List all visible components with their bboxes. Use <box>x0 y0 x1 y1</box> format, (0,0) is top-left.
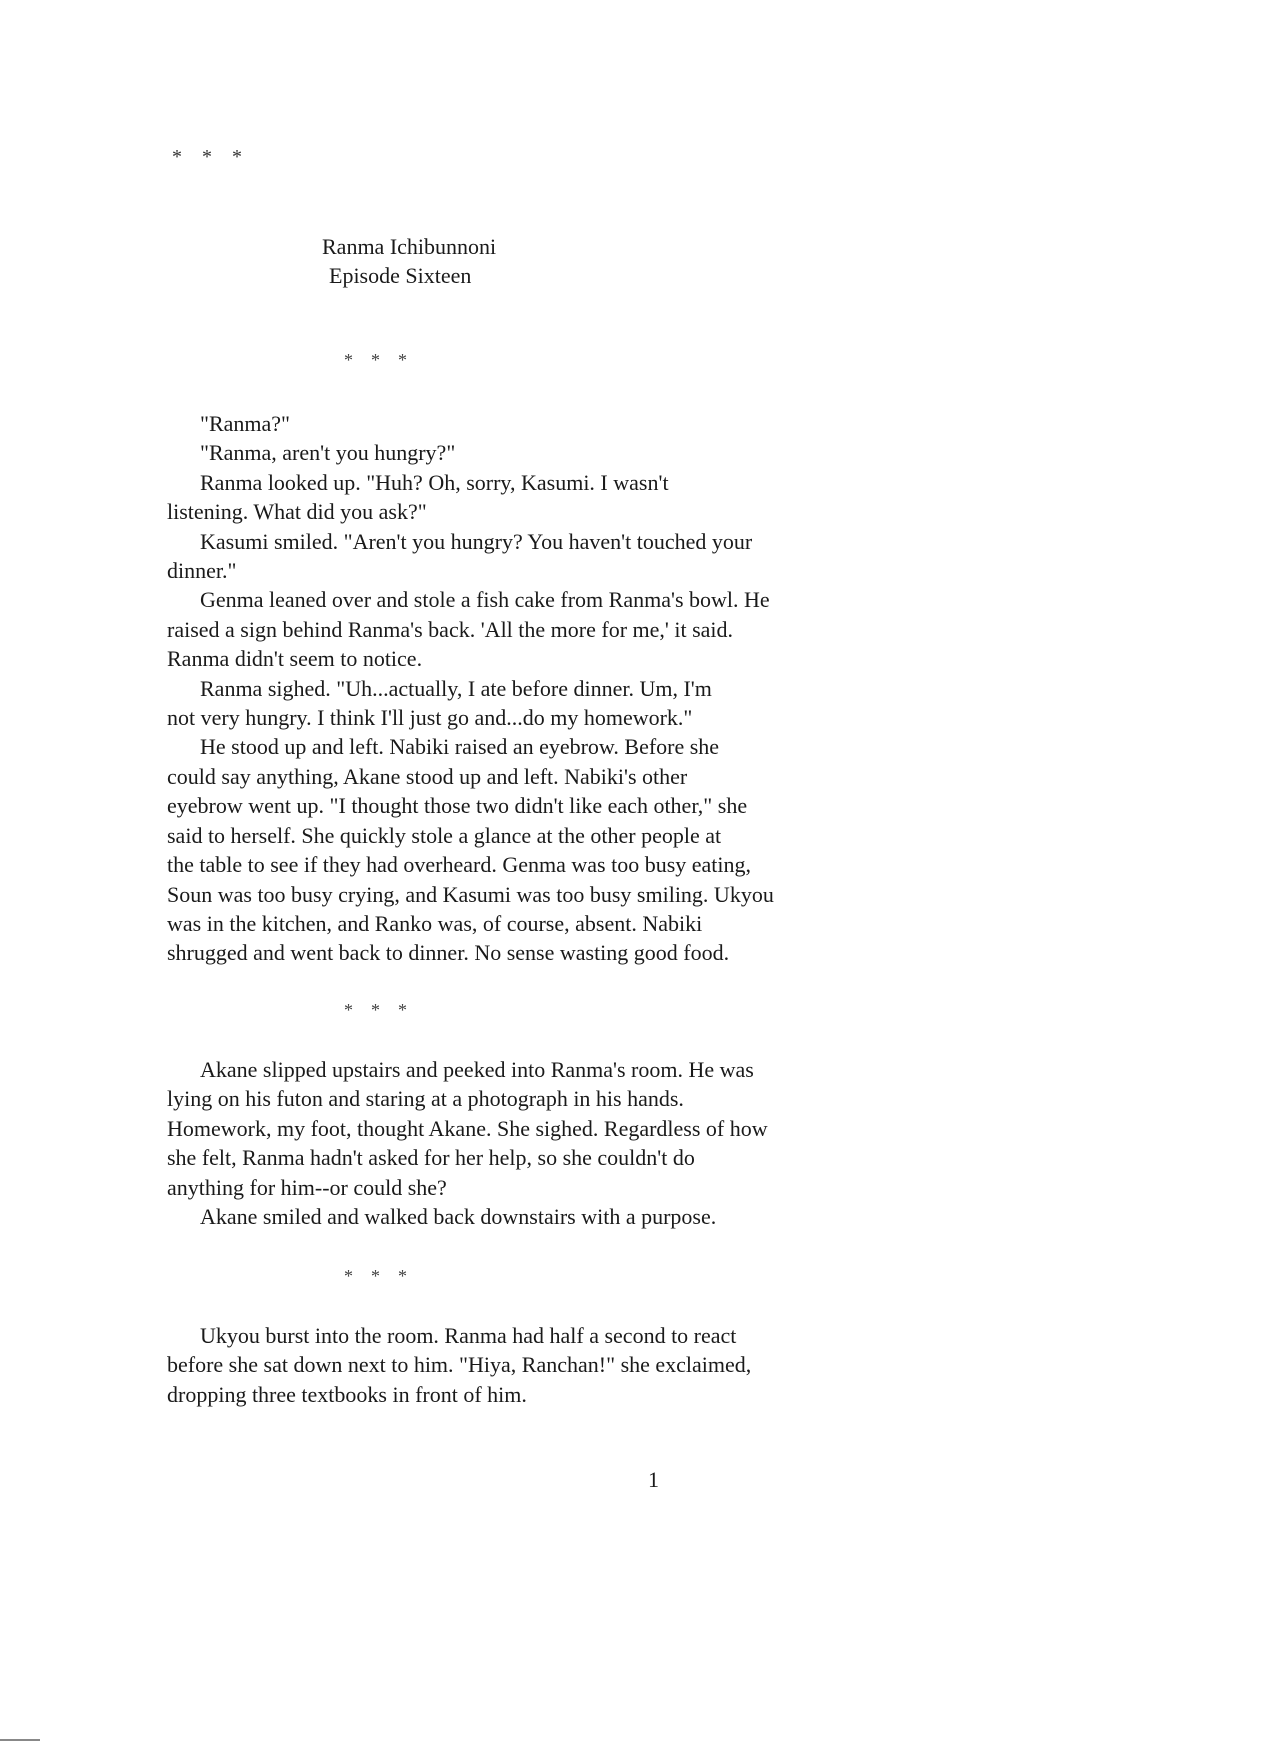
text-line: shrugged and went back to dinner. No sense wasting good food. <box>167 940 730 966</box>
text-line: Ukyou burst into the room. Ranma had half a second to react <box>200 1323 737 1348</box>
text-line: "Ranma, aren't you hungry?" <box>200 440 456 466</box>
text-line: she felt, Ranma hadn't asked for her help, so she couldn't do <box>167 1145 695 1171</box>
scene-break: * * * <box>344 1000 407 1020</box>
text-line: raised a sign behind Ranma's back. 'All the more for me,' it said. <box>167 616 734 642</box>
page-number: 1 <box>648 1467 659 1492</box>
text-line: Genma leaned over and stole a fish cake from Ranma's bowl. He <box>200 587 770 613</box>
scan-artifact <box>0 1739 40 1741</box>
text-line: could say anything, Akane stood up and left. Nabiki's other <box>167 763 688 789</box>
text-line: Soun was too busy crying, and Kasumi was too busy smiling. Ukyou <box>167 881 774 907</box>
text-line: Akane slipped upstairs and peeked into Ranma's room. He was <box>200 1057 754 1082</box>
text-line: lying on his futon and staring at a photograph in his hands. <box>167 1086 684 1112</box>
text-line: He stood up and left. Nabiki raised an eyebrow. Before she <box>200 734 720 760</box>
text-line: dinner." <box>167 558 237 584</box>
text-line: Ranma looked up. "Huh? Oh, sorry, Kasumi. I wasn't <box>200 469 669 495</box>
text-line: dropping three textbooks in front of him. <box>167 1381 527 1407</box>
story-title <box>322 232 496 290</box>
section-3-text <box>167 1321 867 1409</box>
scene-break: * * * <box>344 350 407 370</box>
text-line: Ranma sighed. "Uh...actually, I ate before dinner. Um, I'm <box>200 675 712 701</box>
text-line: Ranma didn't seem to notice. <box>167 646 423 672</box>
text-line: Homework, my foot, thought Akane. She sighed. Regardless of how <box>167 1115 768 1141</box>
text-line: said to herself. She quickly stole a glance at the other people at <box>167 822 722 848</box>
text-line: the table to see if they had overheard. Genma was too busy eating, <box>167 852 752 878</box>
text-line: was in the kitchen, and Ranko was, of course, absent. Nabiki <box>167 910 703 936</box>
section-1-text <box>167 409 867 968</box>
text-line: eyebrow went up. "I thought those two didn't like each other," she <box>167 793 748 819</box>
text-line: before she sat down next to him. "Hiya, Ranchan!" she exclaimed, <box>167 1352 752 1378</box>
text-line: anything for him--or could she? <box>167 1174 447 1200</box>
text-line: "Ranma?" <box>200 411 291 436</box>
header-asterisks: * * * <box>172 146 242 168</box>
section-2-text <box>167 1055 867 1231</box>
series-title: Ranma Ichibunnoni <box>322 234 497 259</box>
text-line: listening. What did you ask?" <box>167 499 427 525</box>
episode-title: Episode Sixteen <box>329 263 472 288</box>
text-line: Akane smiled and walked back downstairs with a purpose. <box>200 1204 717 1230</box>
scene-break: * * * <box>344 1266 407 1286</box>
text-line: not very hungry. I think I'll just go and...do my homework." <box>167 705 693 731</box>
text-line: Kasumi smiled. "Aren't you hungry? You haven't touched your <box>200 528 753 554</box>
